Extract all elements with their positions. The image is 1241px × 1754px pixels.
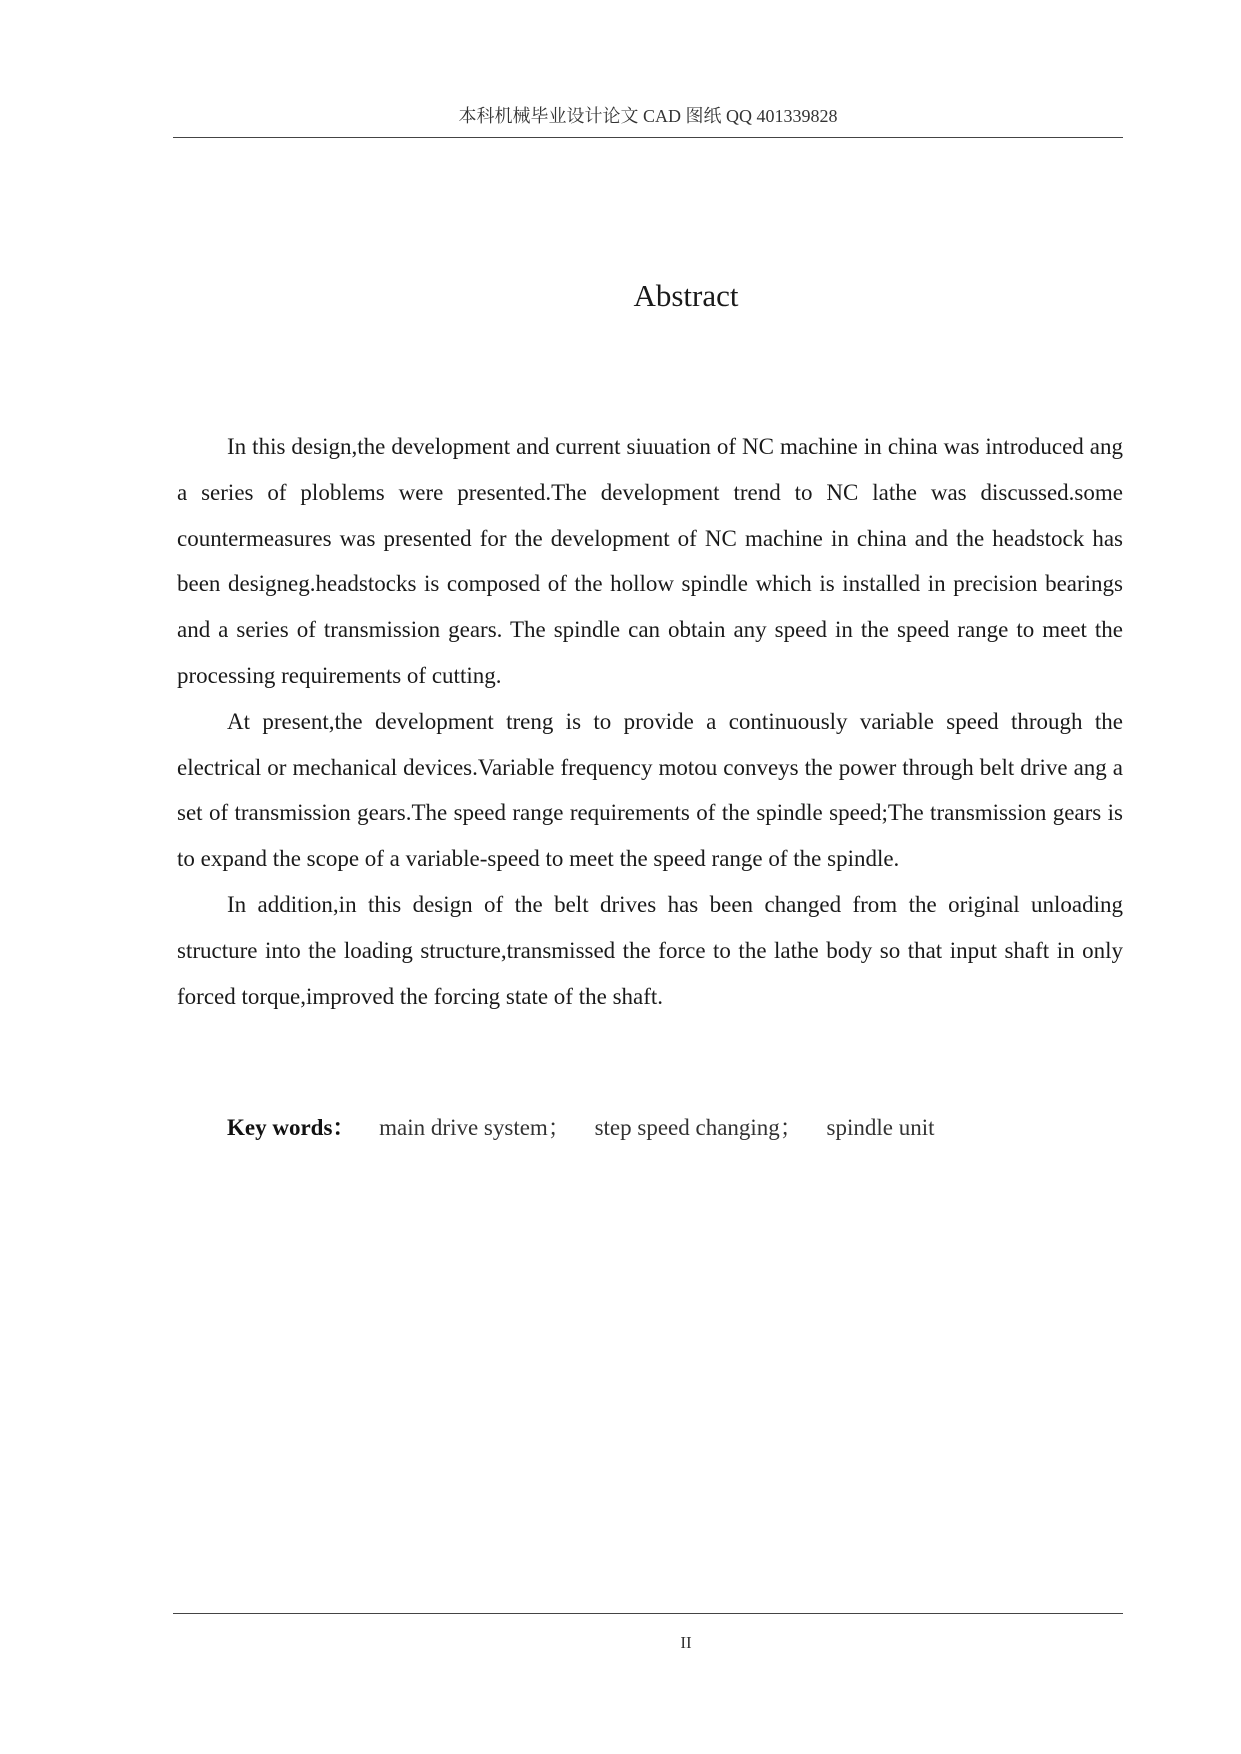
abstract-body (177, 424, 1123, 1019)
page-number: II (680, 1633, 692, 1652)
keyword-item: step speed changing； (594, 1115, 803, 1140)
footer-divider (173, 1613, 1123, 1614)
keywords-line (227, 1113, 1123, 1143)
abstract-paragraph-1: In this design,the development and current siuuation of NC machine in china was introduced ang a series of ploblems were presented.The development trend to NC lathe was discussed.some countermeasures was presented for the development of NC machine in china and the headstock has been designeg.headstocks is composed of the hollow spindle which is installed in precision bearings and a series of transmission gears. The spindle can obtain any speed in the speed range to meet the processing requirements of cutting. (177, 434, 1123, 688)
abstract-paragraph-3: In addition,in this design of the belt drives has been changed from the original unloading structure into the loading structure,transmissed the force to the lathe body so that input shaft in only forced torque,improved the forcing state of the shaft. (177, 891, 1123, 1009)
header-divider (173, 137, 1123, 138)
abstract-title: Abstract (633, 278, 739, 313)
keyword-item: spindle unit (826, 1115, 935, 1140)
keywords-label: Key words： (227, 1115, 356, 1140)
keyword-item: main drive system； (379, 1115, 571, 1140)
page-header: 本科机械毕业设计论文 CAD 图纸 QQ 401339828 (458, 106, 838, 126)
abstract-paragraph-2: At present,the development treng is to provide a continuously variable speed through the electrical or mechanical devices.Variable frequency motou conveys the power through belt drive ang a set of transmission gears.The speed range requirements of the spindle speed;The transmission gears is to expand the scope of a variable-speed to meet the speed range of the spindle. (177, 708, 1123, 872)
